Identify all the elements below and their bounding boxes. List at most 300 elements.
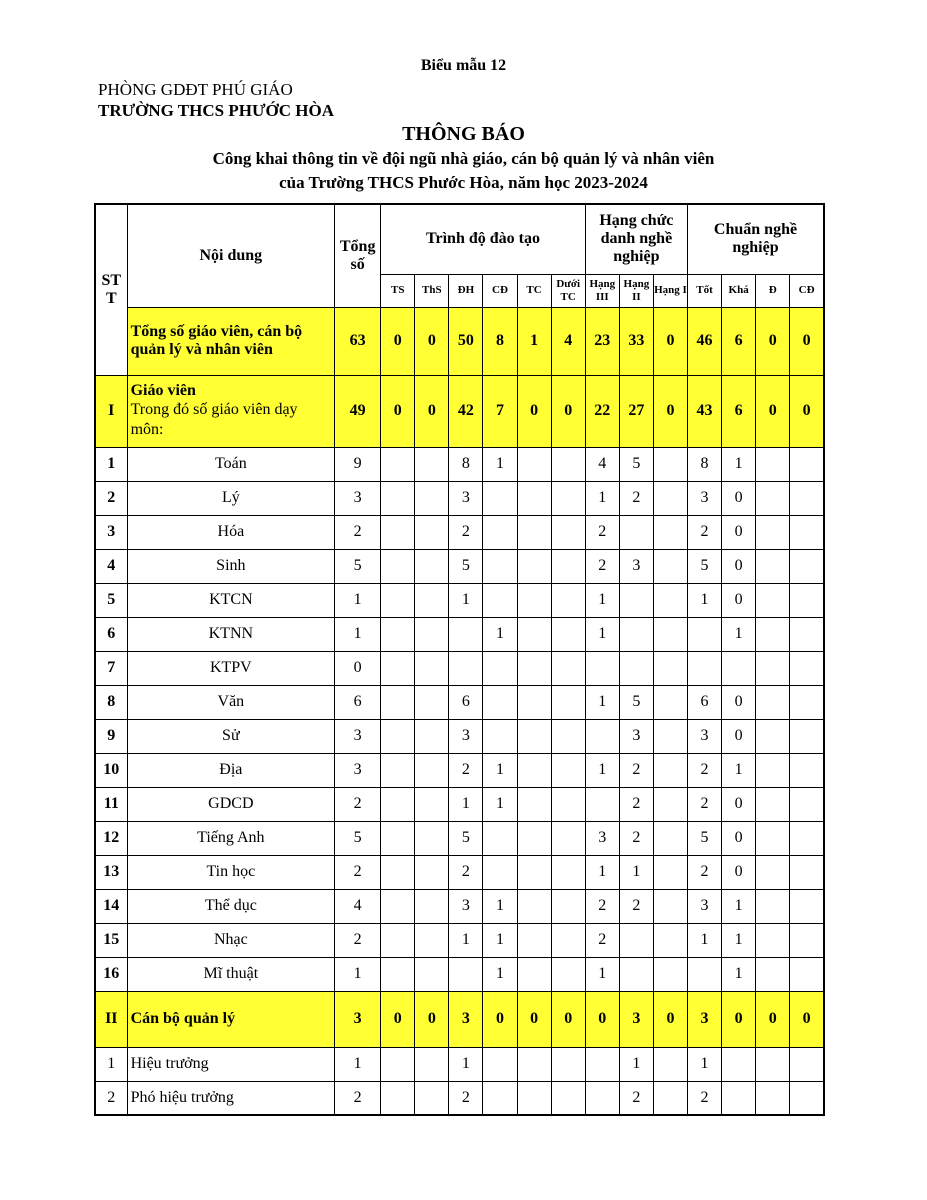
table-cell: 1 — [95, 1047, 127, 1081]
table-cell — [551, 719, 585, 753]
table-cell: 13 — [95, 855, 127, 889]
table-cell: Tổng số giáo viên, cán bộ quản lý và nhân viên — [127, 307, 335, 375]
header-stt: ST T — [95, 204, 127, 375]
table-cell: 5 — [688, 821, 722, 855]
table-cell: 3 — [449, 719, 483, 753]
table-cell — [653, 549, 687, 583]
table-row — [95, 787, 824, 821]
table-cell: 0 — [722, 821, 756, 855]
table-cell: 3 — [688, 889, 722, 923]
teacher-section-note: Trong đó số giáo viên dạy môn: — [130, 401, 298, 438]
table-row — [95, 957, 824, 991]
table-cell — [551, 923, 585, 957]
table-cell — [790, 1047, 824, 1081]
table-cell: 1 — [95, 447, 127, 481]
table-cell — [756, 1081, 790, 1115]
table-cell: 2 — [335, 855, 381, 889]
table-cell — [653, 1081, 687, 1115]
subheader-cell: CĐ — [790, 274, 824, 307]
table-cell — [756, 923, 790, 957]
table-cell — [483, 1047, 517, 1081]
table-cell — [585, 1081, 619, 1115]
table-cell: 2 — [335, 787, 381, 821]
table-cell — [415, 787, 449, 821]
table-cell: 6 — [722, 307, 756, 375]
table-cell — [653, 481, 687, 515]
table-cell: Cán bộ quản lý — [127, 991, 335, 1047]
table-cell: II — [95, 991, 127, 1047]
table-cell — [790, 1081, 824, 1115]
table-cell: 2 — [688, 787, 722, 821]
table-cell: 1 — [722, 957, 756, 991]
table-cell — [415, 957, 449, 991]
table-cell — [381, 515, 415, 549]
table-cell: 0 — [415, 307, 449, 375]
table-cell — [790, 447, 824, 481]
table-cell — [756, 787, 790, 821]
table-cell: 3 — [335, 481, 381, 515]
table-cell — [483, 855, 517, 889]
table-cell — [381, 447, 415, 481]
subheader-cell: Đ — [756, 274, 790, 307]
table-cell — [688, 617, 722, 651]
table-row — [95, 855, 824, 889]
table-cell — [790, 685, 824, 719]
table-cell: 27 — [619, 375, 653, 447]
table-cell — [722, 1047, 756, 1081]
subheader-cell: TC — [517, 274, 551, 307]
table-cell — [381, 957, 415, 991]
table-cell: 1 — [449, 583, 483, 617]
table-row — [95, 889, 824, 923]
table-cell: 12 — [95, 821, 127, 855]
table-cell: 3 — [335, 991, 381, 1047]
table-cell: 0 — [790, 991, 824, 1047]
table-cell: 0 — [653, 307, 687, 375]
table-cell — [756, 855, 790, 889]
table-cell — [756, 753, 790, 787]
table-cell: 1 — [585, 855, 619, 889]
table-cell — [688, 957, 722, 991]
table-cell — [415, 1081, 449, 1115]
table-cell — [551, 1081, 585, 1115]
table-cell — [517, 753, 551, 787]
table-cell — [653, 821, 687, 855]
table-cell — [517, 719, 551, 753]
table-cell: 1 — [335, 957, 381, 991]
table-cell: 1 — [449, 1047, 483, 1081]
table-cell: 3 — [449, 481, 483, 515]
table-cell — [790, 515, 824, 549]
table-cell: 2 — [95, 481, 127, 515]
table-cell — [415, 549, 449, 583]
table-cell: 3 — [95, 515, 127, 549]
table-cell: 3 — [335, 753, 381, 787]
table-cell: 1 — [335, 617, 381, 651]
table-cell: 0 — [483, 991, 517, 1047]
table-cell: 0 — [335, 651, 381, 685]
table-cell: 0 — [653, 375, 687, 447]
table-cell — [415, 923, 449, 957]
table-cell — [483, 651, 517, 685]
header-title-rank: Hạng chức danh nghề nghiệp — [585, 204, 687, 274]
table-cell — [790, 889, 824, 923]
table-cell: 1 — [619, 855, 653, 889]
table-cell: 5 — [335, 821, 381, 855]
table-cell: 6 — [688, 685, 722, 719]
table-cell — [756, 515, 790, 549]
subheader-cell: TS — [381, 274, 415, 307]
table-cell — [653, 787, 687, 821]
table-cell: 11 — [95, 787, 127, 821]
table-cell: Địa — [127, 753, 335, 787]
table-cell: 6 — [449, 685, 483, 719]
table-cell — [381, 889, 415, 923]
subheader-cell: Dưới TC — [551, 274, 585, 307]
table-cell: Mĩ thuật — [127, 957, 335, 991]
table-cell: 9 — [95, 719, 127, 753]
table-cell — [381, 923, 415, 957]
table-cell — [517, 787, 551, 821]
table-cell: 0 — [381, 307, 415, 375]
table-cell — [756, 651, 790, 685]
table-cell: 3 — [688, 481, 722, 515]
table-row — [95, 617, 824, 651]
table-cell: 0 — [790, 307, 824, 375]
table-cell — [790, 957, 824, 991]
table-cell — [722, 1081, 756, 1115]
table-cell — [415, 855, 449, 889]
table-cell — [415, 617, 449, 651]
header-content: Nội dung — [127, 204, 335, 307]
table-cell: 0 — [722, 515, 756, 549]
table-cell: 2 — [95, 1081, 127, 1115]
table-cell — [415, 515, 449, 549]
table-cell — [790, 855, 824, 889]
table-cell: KTNN — [127, 617, 335, 651]
table-cell: 0 — [756, 991, 790, 1047]
table-cell — [551, 617, 585, 651]
table-cell: 5 — [619, 685, 653, 719]
table-cell: 2 — [688, 753, 722, 787]
table-cell: 8 — [688, 447, 722, 481]
table-cell: GDCD — [127, 787, 335, 821]
table-cell — [722, 651, 756, 685]
table-cell — [619, 617, 653, 651]
table-cell — [790, 583, 824, 617]
table-cell: 2 — [619, 787, 653, 821]
table-cell: 2 — [335, 515, 381, 549]
table-cell: 6 — [335, 685, 381, 719]
table-cell — [551, 855, 585, 889]
table-cell — [381, 787, 415, 821]
table-cell — [653, 889, 687, 923]
table-cell — [483, 719, 517, 753]
table-row — [95, 1081, 824, 1115]
table-cell — [790, 753, 824, 787]
table-cell: 0 — [722, 481, 756, 515]
table-cell: 23 — [585, 307, 619, 375]
table-row — [95, 923, 824, 957]
table-cell: 3 — [619, 719, 653, 753]
table-cell: 3 — [688, 719, 722, 753]
table-cell: 2 — [449, 1081, 483, 1115]
table-cell: 0 — [722, 549, 756, 583]
table-cell: 0 — [415, 375, 449, 447]
header-professional-standard: Chuẩn nghề nghiệp — [688, 204, 825, 274]
table-cell: Lý — [127, 481, 335, 515]
table-cell — [756, 481, 790, 515]
table-cell: Tin học — [127, 855, 335, 889]
table-cell — [381, 1081, 415, 1115]
table-cell — [585, 719, 619, 753]
table-cell: 1 — [483, 753, 517, 787]
table-cell — [551, 515, 585, 549]
table-cell: 2 — [619, 1081, 653, 1115]
table-cell: 33 — [619, 307, 653, 375]
table-row — [95, 447, 824, 481]
table-cell — [551, 753, 585, 787]
table-cell: 1 — [449, 923, 483, 957]
table-cell — [381, 753, 415, 787]
table-cell: 1 — [483, 957, 517, 991]
table-cell: 0 — [790, 375, 824, 447]
table-cell: 2 — [619, 753, 653, 787]
subtitle-line-2: của Trường THCS Phước Hòa, năm học 2023-2024 — [279, 173, 648, 192]
table-cell: 15 — [95, 923, 127, 957]
table-cell — [517, 583, 551, 617]
subheader-cell: Tốt — [688, 274, 722, 307]
table-cell — [415, 685, 449, 719]
table-cell — [517, 685, 551, 719]
table-cell — [415, 719, 449, 753]
table-cell — [517, 889, 551, 923]
table-cell: 2 — [688, 1081, 722, 1115]
table-cell: 0 — [381, 991, 415, 1047]
table-cell: 5 — [449, 549, 483, 583]
table-cell — [619, 583, 653, 617]
subheader-cell: CĐ — [483, 274, 517, 307]
table-cell — [756, 889, 790, 923]
table-cell — [381, 481, 415, 515]
table-row — [95, 719, 824, 753]
table-cell — [517, 447, 551, 481]
table-cell — [790, 481, 824, 515]
table-cell: 50 — [449, 307, 483, 375]
table-cell — [551, 549, 585, 583]
table-cell: 0 — [722, 583, 756, 617]
table-cell — [415, 481, 449, 515]
table-cell: Sử — [127, 719, 335, 753]
teacher-section-title: Giáo viên — [130, 382, 196, 399]
table-cell: 2 — [585, 549, 619, 583]
table-cell: 2 — [585, 923, 619, 957]
table-cell — [790, 821, 824, 855]
table-cell: 0 — [653, 991, 687, 1047]
table-cell: 1 — [335, 1047, 381, 1081]
table-cell: 1 — [688, 583, 722, 617]
table-cell: 8 — [483, 307, 517, 375]
table-cell — [756, 685, 790, 719]
table-cell — [756, 821, 790, 855]
table-cell — [790, 923, 824, 957]
table-row — [95, 583, 824, 617]
table-cell: 2 — [335, 1081, 381, 1115]
table-cell — [483, 821, 517, 855]
table-cell: 0 — [722, 855, 756, 889]
table-cell — [653, 651, 687, 685]
table-cell — [415, 651, 449, 685]
table-cell: 1 — [585, 753, 619, 787]
table-cell — [551, 787, 585, 821]
table-cell — [756, 583, 790, 617]
table-cell — [517, 515, 551, 549]
subheader-cell: Hạng III — [585, 274, 619, 307]
table-cell — [381, 719, 415, 753]
header-total: Tổng số — [335, 204, 381, 307]
table-cell — [517, 549, 551, 583]
table-cell — [756, 447, 790, 481]
table-cell — [790, 617, 824, 651]
table-cell: 8 — [95, 685, 127, 719]
table-cell — [551, 957, 585, 991]
table-row — [95, 651, 824, 685]
table-cell — [619, 957, 653, 991]
table-cell: 43 — [688, 375, 722, 447]
table-cell: 2 — [688, 515, 722, 549]
table-cell: 4 — [551, 307, 585, 375]
table-cell — [653, 855, 687, 889]
table-cell: 1 — [517, 307, 551, 375]
form-label: Biểu mẫu 12 — [420, 57, 507, 74]
table-cell: Văn — [127, 685, 335, 719]
table-cell — [756, 549, 790, 583]
table-cell: 1 — [483, 447, 517, 481]
table-cell — [653, 685, 687, 719]
table-cell: 46 — [688, 307, 722, 375]
table-cell — [653, 719, 687, 753]
table-cell: 5 — [449, 821, 483, 855]
table-row — [95, 549, 824, 583]
table-cell: 2 — [619, 821, 653, 855]
header-row-1 — [95, 204, 824, 274]
table-cell — [415, 583, 449, 617]
table-cell — [517, 481, 551, 515]
table-cell: 0 — [722, 719, 756, 753]
table-cell — [619, 515, 653, 549]
header-training-level: Trình độ đào tạo — [381, 204, 586, 274]
total-row — [95, 307, 824, 375]
table-cell — [653, 583, 687, 617]
table-cell — [756, 957, 790, 991]
table-cell: 0 — [551, 991, 585, 1047]
table-cell: 2 — [335, 923, 381, 957]
table-cell: 49 — [335, 375, 381, 447]
table-cell: 9 — [335, 447, 381, 481]
table-cell — [483, 1081, 517, 1115]
table-cell: Tiếng Anh — [127, 821, 335, 855]
table-cell — [619, 651, 653, 685]
document-title: THÔNG BÁO — [402, 123, 525, 145]
table-cell: Hóa — [127, 515, 335, 549]
table-cell: 1 — [722, 923, 756, 957]
table-cell: 3 — [619, 549, 653, 583]
table-cell — [551, 889, 585, 923]
table-cell — [449, 957, 483, 991]
table-cell: 0 — [722, 787, 756, 821]
table-cell — [653, 1047, 687, 1081]
table-cell: 4 — [335, 889, 381, 923]
table-cell: 0 — [756, 307, 790, 375]
subheader-cell: ThS — [415, 274, 449, 307]
table-cell: KTCN — [127, 583, 335, 617]
table-cell — [415, 889, 449, 923]
table-cell: 2 — [585, 889, 619, 923]
table-cell: Phó hiệu trưởng — [127, 1081, 335, 1115]
table-cell: 0 — [585, 991, 619, 1047]
table-cell — [483, 515, 517, 549]
table-cell: 2 — [449, 855, 483, 889]
table-cell — [653, 515, 687, 549]
table-cell: 0 — [517, 991, 551, 1047]
table-cell: 3 — [585, 821, 619, 855]
table-cell: 1 — [585, 617, 619, 651]
table-cell — [585, 1047, 619, 1081]
table-cell: 1 — [585, 957, 619, 991]
table-cell: 1 — [688, 1047, 722, 1081]
subheader-cell: ĐH — [449, 274, 483, 307]
manager-section-row — [95, 991, 824, 1047]
table-cell — [551, 651, 585, 685]
table-cell: 3 — [619, 991, 653, 1047]
table-cell — [381, 583, 415, 617]
table-cell: 14 — [95, 889, 127, 923]
table-cell — [415, 1047, 449, 1081]
table-cell — [483, 685, 517, 719]
table-cell: 0 — [722, 991, 756, 1047]
table-cell: 1 — [483, 923, 517, 957]
table-cell — [790, 651, 824, 685]
table-cell: 1 — [483, 787, 517, 821]
table-cell — [790, 549, 824, 583]
table-cell: 16 — [95, 957, 127, 991]
table-cell — [381, 651, 415, 685]
table-row — [95, 753, 824, 787]
table-cell: 1 — [619, 1047, 653, 1081]
table-cell: Thể dục — [127, 889, 335, 923]
table-cell — [517, 821, 551, 855]
table-cell — [517, 1081, 551, 1115]
table-cell — [381, 855, 415, 889]
table-row — [95, 481, 824, 515]
table-cell: 0 — [756, 375, 790, 447]
table-cell: 6 — [722, 375, 756, 447]
table-cell: 2 — [619, 889, 653, 923]
table-cell: 1 — [722, 753, 756, 787]
table-cell — [756, 1047, 790, 1081]
table-cell — [381, 1047, 415, 1081]
table-cell: 1 — [585, 583, 619, 617]
table-cell: 1 — [688, 923, 722, 957]
table-cell — [381, 549, 415, 583]
subheader-cell: Hạng I — [653, 274, 687, 307]
table-cell: 1 — [449, 787, 483, 821]
table-cell: 0 — [381, 375, 415, 447]
table-cell — [551, 583, 585, 617]
table-cell — [653, 447, 687, 481]
table-cell — [619, 923, 653, 957]
table-cell: 3 — [335, 719, 381, 753]
